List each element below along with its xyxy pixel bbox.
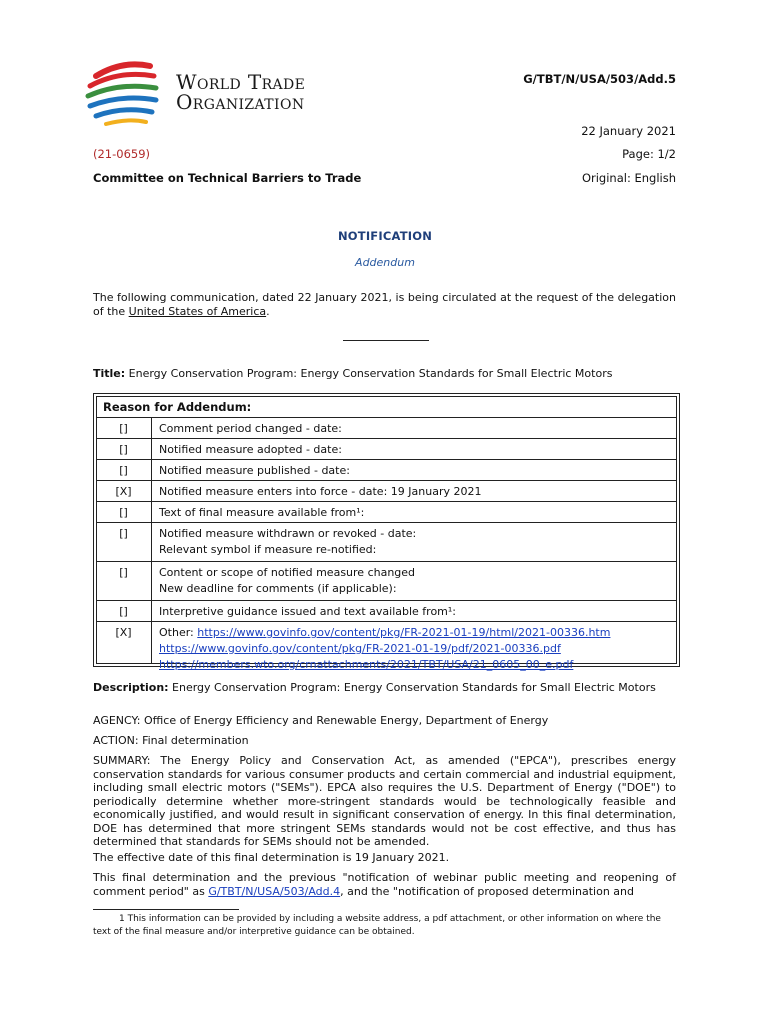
country-name: United States of America: [128, 304, 267, 318]
table-row: [97, 621, 676, 671]
row-text: [159, 625, 670, 673]
wto-attachment-link[interactable]: https://members.wto.org/crnattachments/2021/TBT/USA/21_0605_00_e.pdf: [159, 658, 574, 671]
govinfo-html-link[interactable]: https://www.govinfo.gov/content/pkg/FR-2021-01-19/html/2021-00336.htm: [197, 626, 611, 639]
effective-date-line: The effective date of this final determination is 19 January 2021.: [93, 851, 450, 864]
add4-link[interactable]: G/TBT/N/USA/503/Add.4: [208, 884, 341, 898]
checkbox-mark: []: [119, 566, 128, 579]
checkbox-mark: [X]: [115, 485, 132, 498]
description-paragraph: [93, 681, 676, 695]
row-text: Notified measure enters into force - date: 19 January 2021: [159, 485, 482, 498]
row-text-line: Notified measure withdrawn or revoked - date:: [159, 527, 417, 540]
checkbox-mark: []: [119, 422, 128, 435]
checkbox-mark: []: [119, 464, 128, 477]
document-symbol: G/TBT/N/USA/503/Add.5: [523, 72, 676, 86]
row-text: Text of final measure available from¹:: [159, 506, 365, 519]
checkbox-mark: []: [119, 527, 128, 540]
checkbox-mark: []: [119, 443, 128, 456]
summary-paragraph: SUMMARY: The Energy Policy and Conservation Act, as amended ("EPCA"), prescribes energy conservation standards for various consumer products and certain commercial and industrial equipment, including small electric motors ("SEMs"). EPCA also requires the U.S. Department of Energy ("DOE") to periodically determine whether more-stringent standards would be technologically feasible and economically justified, and would result in significant conservation of energy. In this final determination, DOE has determined that more stringent SEMs standards would not be cost effective, and thus has determined that standards for SEMs should not be amended.: [93, 754, 676, 848]
table-row: [97, 480, 676, 501]
other-label: Other:: [159, 626, 198, 639]
agency-line: AGENCY: Office of Energy Efficiency and Renewable Energy, Department of Energy: [93, 714, 549, 727]
final-determination-paragraph: [93, 871, 676, 898]
title-line: [93, 367, 612, 380]
footnote: [93, 913, 676, 938]
intro-end: .: [266, 304, 270, 318]
table-row: [97, 522, 676, 561]
footnote-text: 1 This information can be provided by including a website address, a pdf attachment, or other information on where the text of the final measure and/or interpretive guidance can be obtained.: [93, 914, 661, 937]
page-indicator: Page: 1/2: [622, 147, 676, 161]
table-row: [97, 417, 676, 438]
reason-table-inner: [96, 396, 677, 671]
row-text: Notified measure adopted - date:: [159, 443, 342, 456]
other-line: [159, 641, 670, 657]
org-name-line2: Organization: [176, 90, 305, 114]
intro-text: The following communication, dated 22 January 2021, is being circulated at the request of the delegation of the: [93, 291, 676, 318]
addendum-subheading: Addendum: [355, 256, 415, 269]
footnote-rule: [93, 909, 239, 910]
final-text-end: , and the "notification of proposed determination and: [340, 884, 634, 898]
other-line: [159, 657, 670, 673]
intro-paragraph: [93, 291, 676, 318]
final-text: This final determination and the previous "notification of webinar public meeting and reopening of comment period" as: [93, 871, 676, 898]
row-text: [159, 526, 670, 558]
wto-logo: [84, 56, 344, 132]
separator-rule: [343, 340, 429, 341]
table-row: [97, 438, 676, 459]
description-value: Energy Conservation Program: Energy Conservation Standards for Small Electric Motors: [168, 681, 656, 694]
reason-heading: Reason for Addendum:: [103, 400, 252, 414]
original-language: Original: English: [581, 171, 676, 185]
table-row: [97, 459, 676, 480]
checkbox-mark: []: [119, 605, 128, 618]
checkbox-mark: []: [119, 506, 128, 519]
wto-wordmark: [176, 72, 305, 112]
row-text-line: Relevant symbol if measure re-notified:: [159, 543, 377, 556]
document-number: (21-0659): [93, 147, 151, 161]
title-value: Energy Conservation Program: Energy Conservation Standards for Small Electric Motors: [125, 367, 613, 380]
notification-heading: NOTIFICATION: [337, 229, 433, 243]
org-name-line1: World Trade: [176, 70, 306, 94]
row-text: [159, 565, 670, 597]
committee-name: Committee on Technical Barriers to Trade: [93, 171, 362, 185]
table-row: [97, 561, 676, 600]
reason-table: [93, 393, 680, 671]
row-text: Notified measure published - date:: [159, 464, 350, 477]
table-row: [97, 600, 676, 621]
other-line: [159, 625, 670, 641]
title-label: Title:: [93, 367, 126, 380]
row-text: Comment period changed - date:: [159, 422, 342, 435]
row-text: Interpretive guidance issued and text available from¹:: [159, 605, 457, 618]
wto-logo-icon: [84, 56, 164, 132]
row-text-line: Content or scope of notified measure changed: [159, 566, 416, 579]
description-label: Description:: [93, 681, 169, 694]
action-line: ACTION: Final determination: [93, 734, 249, 747]
checkbox-mark: [X]: [115, 626, 132, 639]
document-date: 22 January 2021: [581, 124, 676, 138]
row-text-line: New deadline for comments (if applicable):: [159, 582, 397, 595]
govinfo-pdf-link[interactable]: https://www.govinfo.gov/content/pkg/FR-2021-01-19/pdf/2021-00336.pdf: [159, 642, 561, 655]
table-row: [97, 501, 676, 522]
